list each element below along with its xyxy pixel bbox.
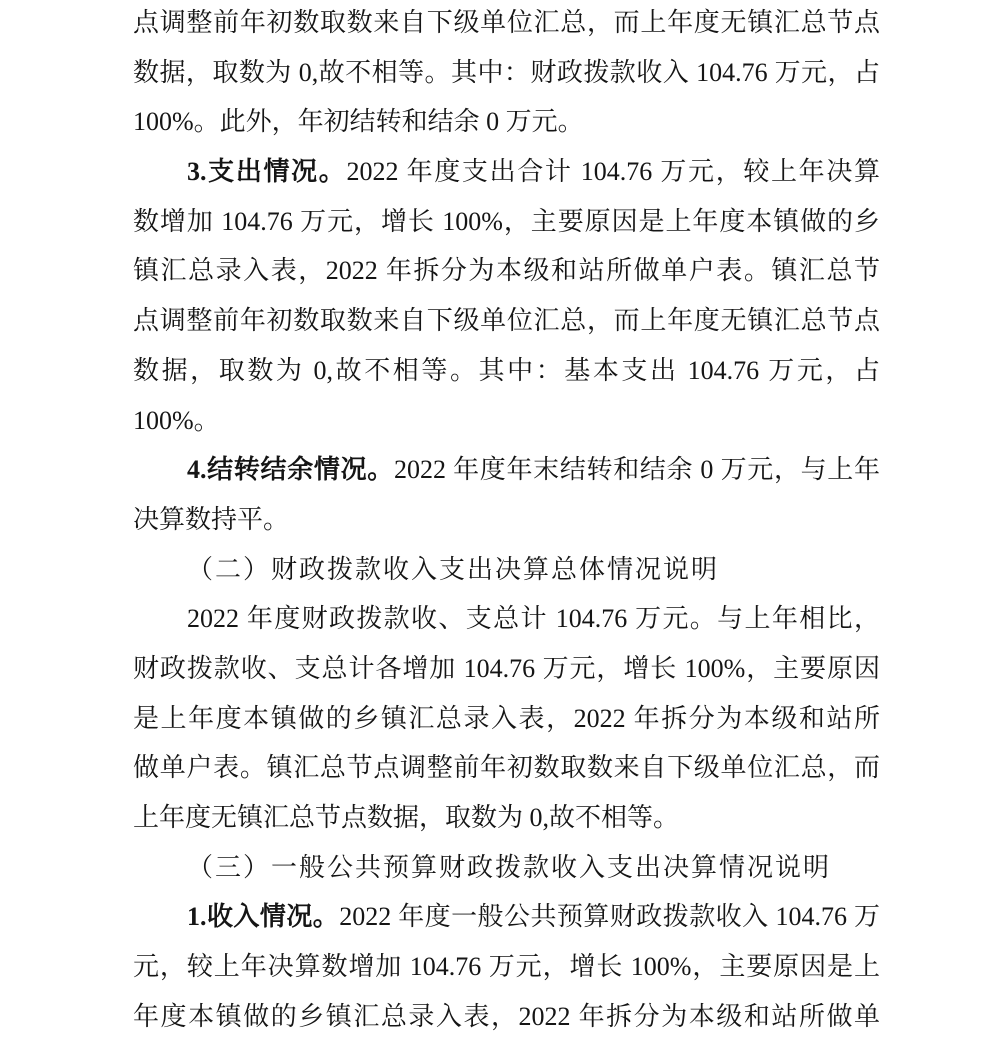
document-line — [133, 97, 880, 147]
line-text: 2022 年度一般公共预算财政拨款收入 104.76 万 — [339, 902, 880, 932]
line-text: 上年度无镇汇总节点数据，取数为 0,故不相等。 — [133, 803, 680, 832]
line-text: 点调整前年初数取数来自下级单位汇总，而上年度无镇汇总节点 — [133, 306, 880, 336]
line-text: （三）一般公共预算财政拨款收入支出决算情况说明 — [187, 852, 832, 882]
document-line — [133, 843, 880, 893]
document-line — [133, 594, 880, 644]
document-line — [133, 396, 880, 446]
document-line — [133, 942, 880, 992]
line-text: 2022 年度财政拨款收、支总计 104.76 万元。与上年相比， — [187, 604, 880, 634]
document-line — [133, 346, 880, 396]
document-line — [133, 992, 880, 1042]
document-text — [133, 0, 880, 1041]
line-text: 100%。此外，年初结转和结余 0 万元。 — [133, 107, 584, 137]
line-text: 点调整前年初数取数来自下级单位汇总，而上年度无镇汇总节点 — [133, 8, 880, 37]
document-line — [133, 296, 880, 346]
line-text: 数据，取数为 0,故不相等。其中：财政拨款收入 104.76 万元，占 — [133, 57, 880, 87]
document-line — [133, 147, 880, 197]
line-text: 数增加 104.76 万元，增长 100%，主要原因是上年度本镇做的乡 — [133, 206, 880, 236]
line-text: 是上年度本镇做的乡镇汇总录入表，2022 年拆分为本级和站所 — [133, 703, 880, 733]
line-text: 财政拨款收、支总计各增加 104.76 万元，增长 100%，主要原因 — [133, 653, 880, 683]
line-text: 镇汇总录入表，2022 年拆分为本级和站所做单户表。镇汇总节 — [133, 256, 880, 286]
line-text: 2022 年度支出合计 104.76 万元，较上年决算 — [346, 157, 880, 187]
line-text: 2022 年度年末结转和结余 0 万元，与上年 — [393, 455, 880, 485]
line-text: （二）财政拨款收入支出决算总体情况说明 — [187, 554, 720, 584]
line-text: 元，较上年决算数增加 104.76 万元，增长 100%，主要原因是上 — [133, 952, 880, 982]
line-text: 100%。 — [133, 405, 220, 435]
document-line — [133, 495, 880, 545]
document-line — [133, 197, 880, 247]
line-text: 做单户表。镇汇总节点调整前年初数取数来自下级单位汇总，而 — [133, 753, 880, 783]
line-bold-heading-text: 1.收入情况。 — [187, 902, 340, 932]
line-text: 决算数持平。 — [133, 504, 290, 534]
document-line — [133, 694, 880, 744]
document-line — [133, 892, 880, 942]
document-line — [133, 644, 880, 694]
document-line — [133, 0, 880, 48]
document-line — [133, 246, 880, 296]
document-line — [133, 743, 880, 793]
document-line — [133, 545, 880, 595]
line-bold-heading-text: 4.结转结余情况。 — [187, 455, 394, 485]
line-text: 数据，取数为 0,故不相等。其中：基本支出 104.76 万元，占 — [133, 355, 880, 385]
document-line — [133, 793, 880, 843]
document-line — [133, 445, 880, 495]
line-bold-heading-text: 3.支出情况。 — [187, 157, 347, 187]
document-line — [133, 48, 880, 98]
line-text: 年度本镇做的乡镇汇总录入表，2022 年拆分为本级和站所做单 — [133, 1001, 880, 1031]
